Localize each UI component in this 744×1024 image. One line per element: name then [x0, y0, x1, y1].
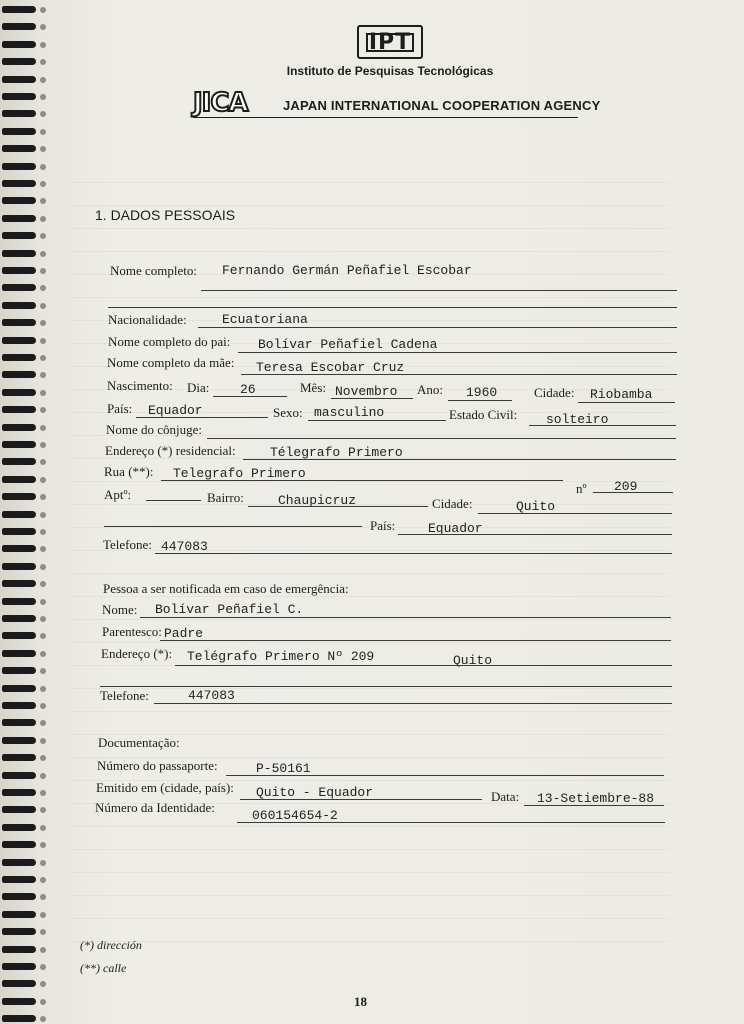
spiral-coil [2, 700, 44, 711]
sexo-value[interactable]: masculino [314, 405, 385, 420]
spiral-coil [2, 439, 44, 450]
spiral-coil [2, 596, 44, 607]
nome-completo-value[interactable]: Fernando Germán Peñafiel Escobar [222, 263, 472, 278]
spiral-coil [2, 1013, 44, 1024]
apto-line[interactable] [146, 500, 201, 501]
header-rule [193, 117, 578, 118]
jica-logo: JICA [193, 88, 248, 118]
cidade-label: Cidade: [432, 496, 473, 511]
spiral-coil [2, 178, 44, 189]
spiral-coil [2, 369, 44, 380]
rua-label: Rua (**): [104, 464, 154, 479]
emergency-endereco-value[interactable]: Telégrafo Primero Nº 209 [187, 649, 375, 664]
numero-line [593, 492, 673, 493]
passaporte-value[interactable]: P-50161 [256, 761, 311, 776]
pais2-value[interactable]: Equador [428, 521, 483, 536]
emitido-value[interactable]: Quito - Equador [256, 785, 374, 800]
nacionalidade-value[interactable]: Ecuatoriana [222, 312, 308, 327]
parentesco-line [160, 640, 671, 641]
spiral-coil [2, 91, 44, 102]
spiral-coil [2, 909, 44, 920]
mae-line [241, 374, 677, 375]
conjuge-label: Nome do cônjuge: [106, 422, 203, 437]
pais2-label: País: [370, 518, 396, 533]
ano-line [448, 400, 512, 401]
emergency-nome-label: Nome: [102, 602, 138, 617]
sexo-line [308, 420, 446, 421]
cidade-nasc-value[interactable]: Riobamba [590, 387, 653, 402]
identidade-label: Número da Identidade: [95, 800, 215, 815]
spiral-coil [2, 126, 44, 137]
conjuge-line[interactable] [207, 438, 676, 439]
endereco-line [243, 459, 676, 460]
emergency-heading: Pessoa a ser notificada em caso de emergência: [103, 581, 349, 596]
data-value[interactable]: 13-Setiembre-88 [537, 791, 655, 806]
spiral-coil [2, 21, 44, 32]
spiral-coil [2, 752, 44, 763]
emergency-telefone-line [154, 703, 672, 704]
footnote-calle: (**) calle [80, 961, 127, 975]
bairro-label: Bairro: [207, 490, 244, 505]
endereco-value[interactable]: Télegrafo Primero [270, 445, 403, 460]
spiral-coil [2, 39, 44, 50]
spiral-coil [2, 265, 44, 276]
spiral-coil [2, 456, 44, 467]
spiral-coil [2, 839, 44, 850]
spiral-coil [2, 317, 44, 328]
cidade-nasc-label: Cidade: [534, 385, 575, 400]
spiral-coil [2, 474, 44, 485]
institute-name: Instituto de Pesquisas Tecnológicas [286, 64, 494, 78]
cidade-line [478, 513, 672, 514]
nacionalidade-label: Nacionalidade: [108, 312, 187, 327]
spiral-coil [2, 248, 44, 259]
endereco-label: Endereço (*) residencial: [105, 443, 236, 458]
spiral-coil [2, 335, 44, 346]
nome-completo-label: Nome completo: [110, 263, 198, 278]
pai-line [238, 352, 677, 353]
emergency-telefone-label: Telefone: [100, 688, 149, 703]
passaporte-label: Número do passaporte: [97, 758, 218, 773]
spiral-coil [2, 683, 44, 694]
spiral-coil [2, 56, 44, 67]
spiral-coil [2, 282, 44, 293]
spiral-coil [2, 404, 44, 415]
spiral-coil [2, 161, 44, 172]
estado-civil-label: Estado Civil: [449, 407, 518, 422]
data-label: Data: [491, 789, 520, 804]
spiral-coil [2, 300, 44, 311]
ano-label: Ano: [417, 382, 443, 397]
passaporte-line [226, 775, 664, 776]
telefone-label: Telefone: [103, 537, 152, 552]
pai-value[interactable]: Bolívar Peñafiel Cadena [258, 337, 438, 352]
dia-label: Dia: [187, 380, 210, 395]
rua-line [161, 480, 563, 481]
cidade-value[interactable]: Quito [516, 499, 556, 514]
sexo-label: Sexo: [273, 405, 303, 420]
mes-line [331, 398, 413, 399]
spiral-coil [2, 561, 44, 572]
data-line [524, 805, 664, 806]
blank-line [100, 686, 672, 687]
mae-label: Nome completo da mãe: [107, 355, 235, 370]
spiral-coil [2, 422, 44, 433]
mae-value[interactable]: Teresa Escobar Cruz [256, 360, 405, 375]
spiral-coil [2, 543, 44, 554]
pais2-line [398, 534, 672, 535]
apto-label: Aptº: [104, 487, 132, 502]
spiral-coil [2, 857, 44, 868]
numero-value[interactable]: 209 [614, 479, 638, 494]
spiral-coil [2, 944, 44, 955]
spiral-coil [2, 230, 44, 241]
spiral-coil [2, 978, 44, 989]
cidade-nasc-line [578, 402, 675, 403]
pais-line [136, 417, 268, 418]
identidade-line [237, 822, 665, 823]
mes-value[interactable]: Novembro [335, 384, 398, 399]
spiral-coil [2, 717, 44, 728]
spiral-coil [2, 996, 44, 1007]
dia-line [213, 396, 287, 397]
nome-completo-line [201, 290, 677, 291]
spiral-coil [2, 804, 44, 815]
emitido-label: Emitido em (cidade, país): [96, 780, 234, 795]
telefone-value[interactable]: 447083 [161, 539, 208, 554]
spiral-coil [2, 526, 44, 537]
footnote-direccion: (*) dirección [80, 938, 142, 952]
blank-line [108, 307, 677, 308]
spiral-coil [2, 787, 44, 798]
nascimento-label: Nascimento: [107, 378, 173, 393]
pai-label: Nome completo do pai: [108, 334, 231, 349]
spiral-coil [2, 648, 44, 659]
ipt-logo: IPT [357, 25, 423, 59]
spiral-coil [2, 108, 44, 119]
emergency-nome-line [140, 617, 671, 618]
identidade-value[interactable]: 060154654-2 [252, 808, 338, 823]
spiral-coil [2, 613, 44, 624]
spiral-coil [2, 491, 44, 502]
page-number: 18 [354, 994, 367, 1009]
pais-label: País: [107, 401, 133, 416]
numero-label: nº [576, 481, 587, 496]
parentesco-value[interactable]: Padre [164, 626, 204, 641]
emitido-line [240, 799, 482, 800]
spiral-coil [2, 74, 44, 85]
rua-value[interactable]: Telegrafo Primero [173, 466, 306, 481]
spiral-coil [2, 874, 44, 885]
documentation-heading: Documentação: [98, 735, 180, 750]
ano-value[interactable]: 1960 [466, 385, 498, 400]
dia-value[interactable]: 26 [240, 382, 256, 397]
spiral-coil [2, 735, 44, 746]
spiral-coil [2, 195, 44, 206]
emergency-nome-value[interactable]: Bolívar Peñafiel C. [155, 602, 304, 617]
spiral-binding [0, 0, 48, 1024]
mes-label: Mês: [300, 380, 326, 395]
spiral-coil [2, 213, 44, 224]
telefone-line [155, 553, 672, 554]
emergency-telefone-value[interactable]: 447083 [188, 688, 235, 703]
blank-line [104, 526, 362, 527]
estado-civil-line [529, 425, 676, 426]
spiral-coil [2, 822, 44, 833]
estado-civil-value[interactable]: solteiro [546, 412, 609, 427]
spiral-coil [2, 891, 44, 902]
spiral-coil [2, 509, 44, 520]
nacionalidade-line [198, 327, 677, 328]
section-title: 1. DADOS PESSOAIS [95, 207, 236, 223]
spiral-coil [2, 665, 44, 676]
pais-value[interactable]: Equador [148, 403, 203, 418]
emergency-endereco-label: Endereço (*): [101, 646, 173, 661]
emergency-endereco-line [175, 665, 672, 666]
spiral-coil [2, 4, 44, 15]
spiral-coil [2, 770, 44, 781]
spiral-coil [2, 961, 44, 972]
bairro-line [248, 506, 428, 507]
spiral-coil [2, 578, 44, 589]
spiral-coil [2, 352, 44, 363]
agency-name: JAPAN INTERNATIONAL COOPERATION AGENCY [283, 98, 601, 113]
emergency-endereco-city[interactable]: Quito [453, 653, 493, 668]
bleed-through [70, 160, 670, 960]
parentesco-label: Parentesco: [102, 624, 162, 639]
bairro-value[interactable]: Chaupicruz [278, 493, 357, 508]
spiral-coil [2, 387, 44, 398]
spiral-coil [2, 630, 44, 641]
spiral-coil [2, 143, 44, 154]
spiral-coil [2, 926, 44, 937]
